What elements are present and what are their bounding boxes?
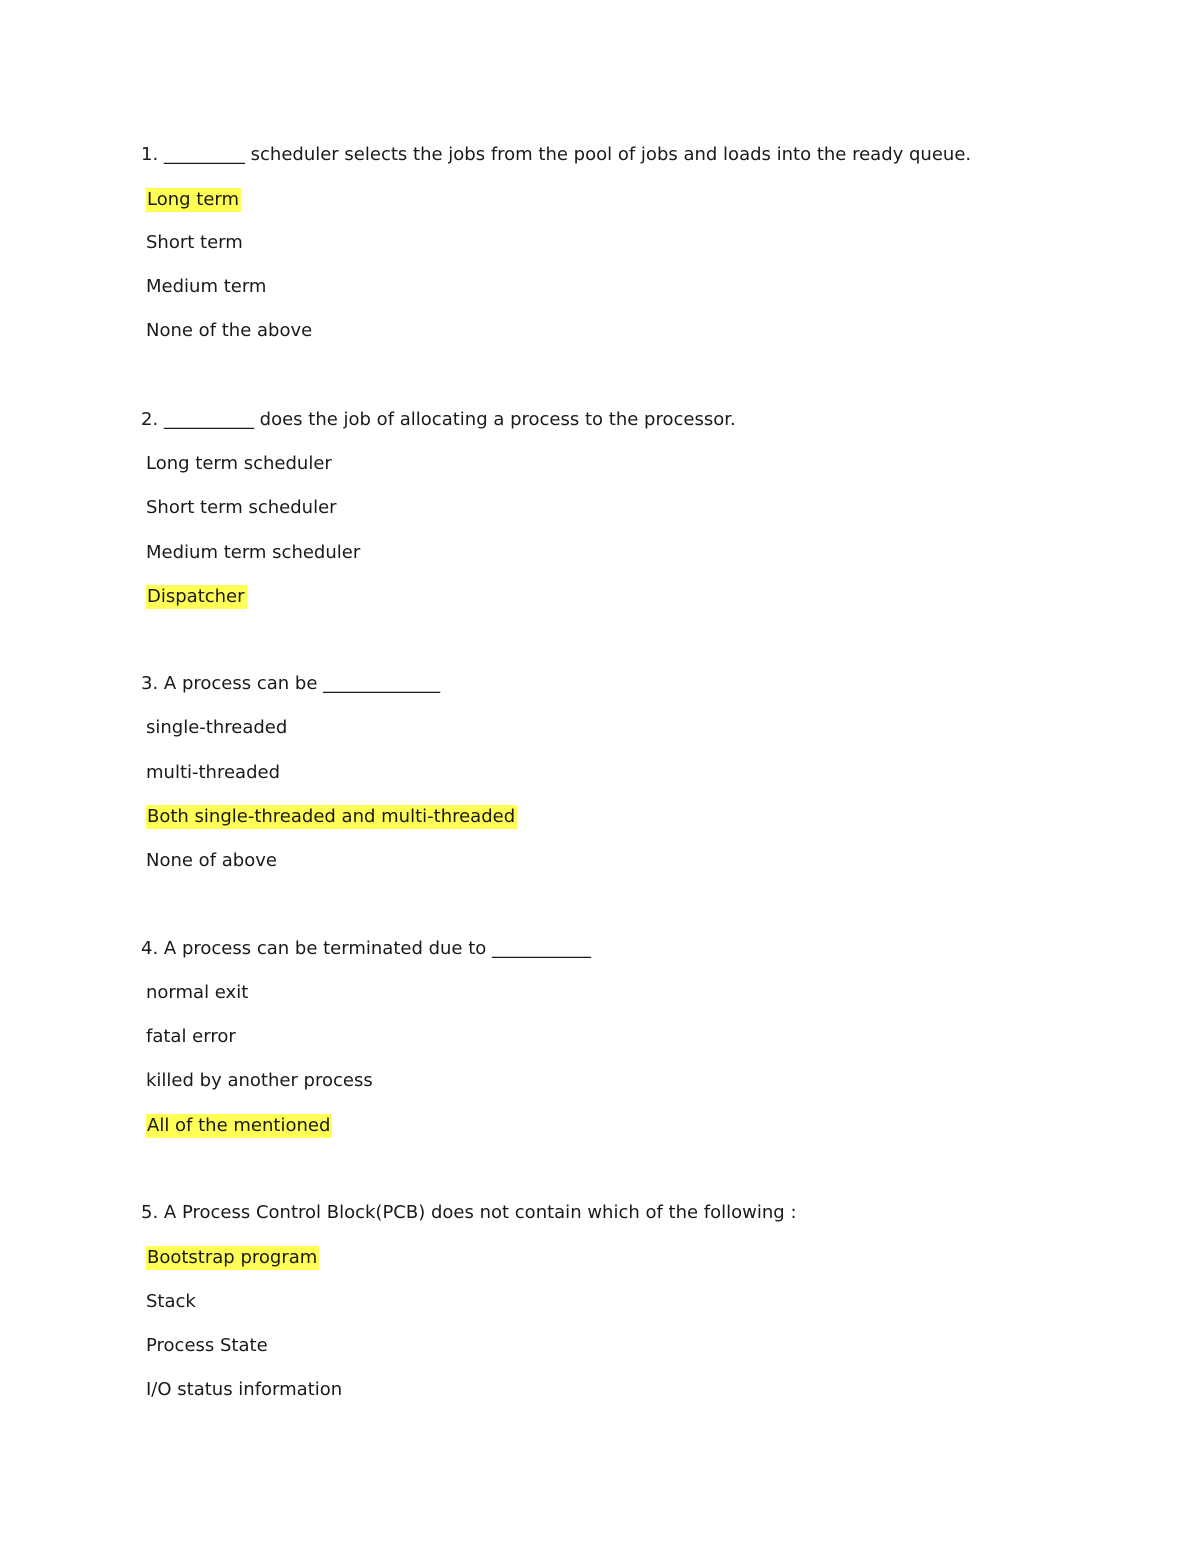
answer-option: fatal error xyxy=(146,1026,236,1047)
question-text: _________ scheduler selects the jobs from the pool of jobs and loads into the ready queue. xyxy=(163,144,972,165)
question-4 xyxy=(141,937,591,961)
answer-option: I/O status information xyxy=(146,1379,343,1400)
answer-option-highlighted: Dispatcher xyxy=(147,586,245,607)
answer-option: Long term scheduler xyxy=(146,453,332,474)
answer-option: normal exit xyxy=(146,982,249,1003)
question-2 xyxy=(141,408,736,432)
answer-option-highlighted: Both single-threaded and multi-threaded xyxy=(147,806,516,827)
question-number: 1. xyxy=(141,144,159,165)
question-5 xyxy=(141,1201,797,1225)
answer-option: Short term scheduler xyxy=(146,497,337,518)
question-text: A Process Control Block(PCB) does not contain which of the following : xyxy=(163,1202,797,1223)
answer-option: Stack xyxy=(146,1291,196,1312)
question-text: A process can be _____________ xyxy=(163,673,441,694)
question-number: 3. xyxy=(141,673,159,694)
answer-option: single-threaded xyxy=(146,717,288,738)
answer-option-highlighted: All of the mentioned xyxy=(147,1115,331,1136)
answer-option: None of the above xyxy=(146,320,313,341)
question-number: 4. xyxy=(141,938,159,959)
answer-option: None of above xyxy=(146,850,277,871)
question-3 xyxy=(141,672,440,696)
answer-option: killed by another process xyxy=(146,1070,373,1091)
answer-option-highlighted: Long term xyxy=(147,189,240,210)
answer-option: Short term xyxy=(146,232,243,253)
question-number: 2. xyxy=(141,409,159,430)
answer-option: Medium term scheduler xyxy=(146,542,361,563)
question-text: A process can be terminated due to ___________ xyxy=(163,938,592,959)
answer-option-highlighted: Bootstrap program xyxy=(147,1247,318,1268)
answer-option: Process State xyxy=(146,1335,268,1356)
question-text: __________ does the job of allocating a process to the processor. xyxy=(163,409,736,430)
answer-option: multi-threaded xyxy=(146,762,280,783)
question-number: 5. xyxy=(141,1202,159,1223)
question-1 xyxy=(141,143,971,167)
answer-option: Medium term xyxy=(146,276,267,297)
